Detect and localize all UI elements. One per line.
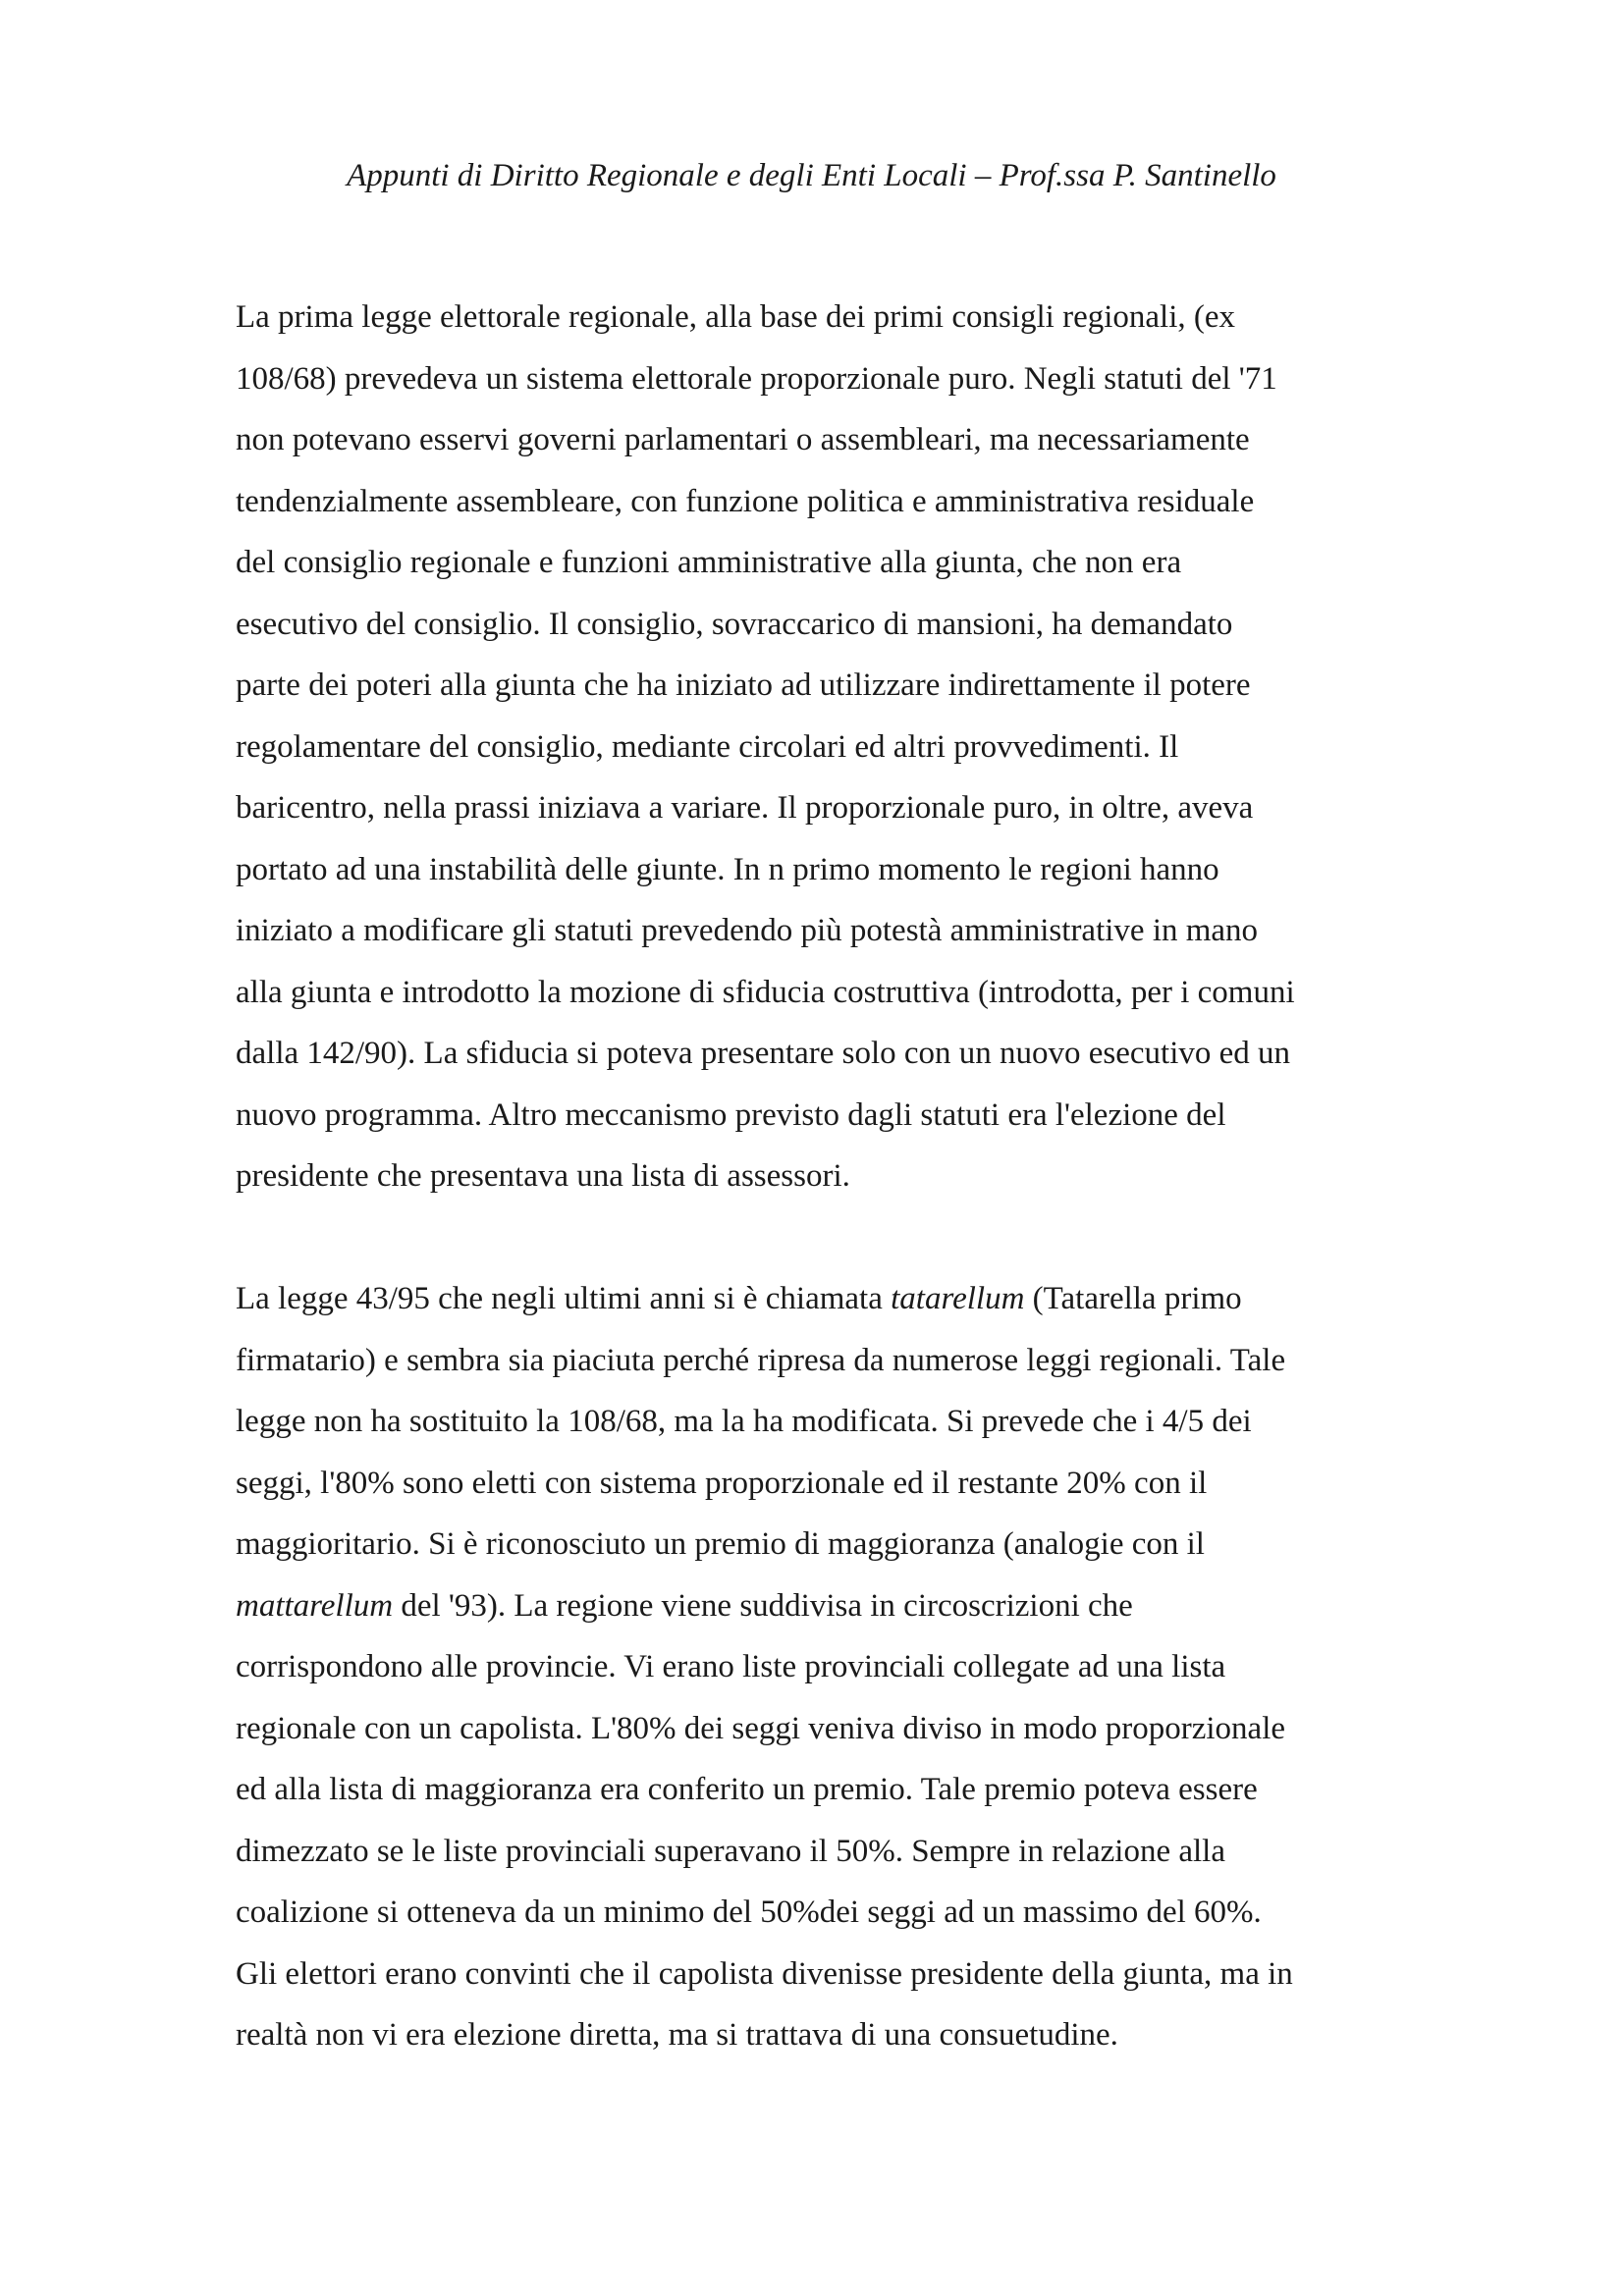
- text-run: nuovo programma. Altro meccanismo previsto dagli statuti era l'elezione del: [236, 1096, 1226, 1133]
- text-line: [236, 1636, 1414, 1698]
- italic-term: tatarellum: [891, 1281, 1025, 1316]
- text-line: [236, 532, 1414, 594]
- text-line: [236, 1514, 1414, 1575]
- text-run: dalla 142/90). La sfiducia si poteva presentare solo con un nuovo esecutivo ed un: [236, 1036, 1291, 1071]
- text-run: parte dei poteri alla giunta che ha iniziato ad utilizzare indirettamente il potere: [236, 667, 1251, 703]
- text-run: tendenzialmente assembleare, con funzione politica e amministrativa residuale: [236, 483, 1255, 519]
- text-line: [236, 594, 1414, 656]
- text-run: del '93). La regione viene suddivisa in circoscrizioni che: [393, 1587, 1133, 1624]
- text-line: [236, 655, 1414, 717]
- text-line: [236, 1944, 1414, 2005]
- text-line: [236, 2004, 1414, 2066]
- text-run: portato ad una instabilità delle giunte. In n primo momento le regioni hanno: [236, 851, 1219, 887]
- page-header: Appunti di Diritto Regionale e degli Enti Locali – Prof.ssa P. Santinello: [347, 158, 1276, 193]
- text-run: del consiglio regionale e funzioni amministrative alla giunta, che non era: [236, 545, 1182, 580]
- text-run: alla giunta e introdotto la mozione di sfiducia costruttiva (introdotta, per i comuni: [236, 974, 1295, 1010]
- text-line: [236, 1391, 1414, 1453]
- paragraph-1: [236, 287, 1414, 1207]
- text-run: coalizione si otteneva da un minimo del 50%dei seggi ad un massimo del 60%.: [236, 1895, 1262, 1930]
- text-line: [236, 1759, 1414, 1821]
- text-run: realtà non vi era elezione diretta, ma si trattava di una consuetudine.: [236, 2017, 1118, 2053]
- text-run: non potevano esservi governi parlamentari o assembleari, ma necessariamente: [236, 422, 1250, 457]
- text-run: 108/68) prevedeva un sistema elettorale proporzionale puro. Negli statuti del '71: [236, 360, 1277, 397]
- text-line: [236, 962, 1414, 1024]
- italic-term: mattarellum: [236, 1587, 394, 1624]
- text-line: [236, 1146, 1414, 1207]
- text-line: [236, 900, 1414, 962]
- text-line: [236, 1698, 1414, 1760]
- text-line: [236, 471, 1414, 533]
- text-line: [236, 1821, 1414, 1883]
- text-run: esecutivo del consiglio. Il consiglio, sovraccarico di mansioni, ha demandato: [236, 606, 1233, 642]
- text-run: ed alla lista di maggioranza era conferito un premio. Tale premio poteva essere: [236, 1772, 1258, 1807]
- text-line: [236, 777, 1414, 839]
- text-run: dimezzato se le liste provinciali superavano il 50%. Sempre in relazione alla: [236, 1833, 1225, 1869]
- text-run: corrispondono alle provincie. Vi erano liste provinciali collegate ad una lista: [236, 1649, 1226, 1684]
- text-line: [236, 717, 1414, 778]
- text-line: [236, 287, 1414, 348]
- paragraph-2: [236, 1268, 1414, 2066]
- text-line: [236, 1453, 1414, 1515]
- text-run: regionale con un capolista. L'80% dei seggi veniva diviso in modo proporzionale: [236, 1710, 1286, 1746]
- text-run: iniziato a modificare gli statuti prevedendo più potestà amministrative in mano: [236, 913, 1259, 948]
- text-run: (Tatarella primo: [1024, 1281, 1242, 1316]
- text-run: Gli elettori erano convinti che il capolista divenisse presidente della giunta, ma in: [236, 1955, 1293, 1992]
- text-run: La prima legge elettorale regionale, alla base dei primi consigli regionali, (ex: [236, 299, 1236, 335]
- text-run: legge non ha sostituito la 108/68, ma la ha modificata. Si prevede che i 4/5 dei: [236, 1404, 1252, 1439]
- text-run: baricentro, nella prassi iniziava a variare. Il proporzionale puro, in oltre, aveva: [236, 790, 1254, 826]
- text-line: [236, 1330, 1414, 1392]
- text-line: [236, 348, 1414, 410]
- text-run: seggi, l'80% sono eletti con sistema proporzionale ed il restante 20% con il: [236, 1465, 1208, 1501]
- text-line: [236, 409, 1414, 471]
- text-line: [236, 1023, 1414, 1085]
- text-run: presidente che presentava una lista di assessori.: [236, 1158, 850, 1194]
- text-line: [236, 1882, 1414, 1944]
- text-line: [236, 839, 1414, 901]
- text-run: regolamentare del consiglio, mediante circolari ed altri provvedimenti. Il: [236, 728, 1179, 765]
- text-line: [236, 1575, 1414, 1637]
- text-run: maggioritario. Si è riconosciuto un premio di maggioranza (analogie con il: [236, 1526, 1205, 1562]
- text-run: La legge 43/95 che negli ultimi anni si è chiamata: [236, 1281, 892, 1316]
- text-line: [236, 1268, 1414, 1330]
- text-line: [236, 1085, 1414, 1147]
- text-run: firmatario) e sembra sia piaciuta perché ripresa da numerose leggi regionali. Tale: [236, 1342, 1286, 1378]
